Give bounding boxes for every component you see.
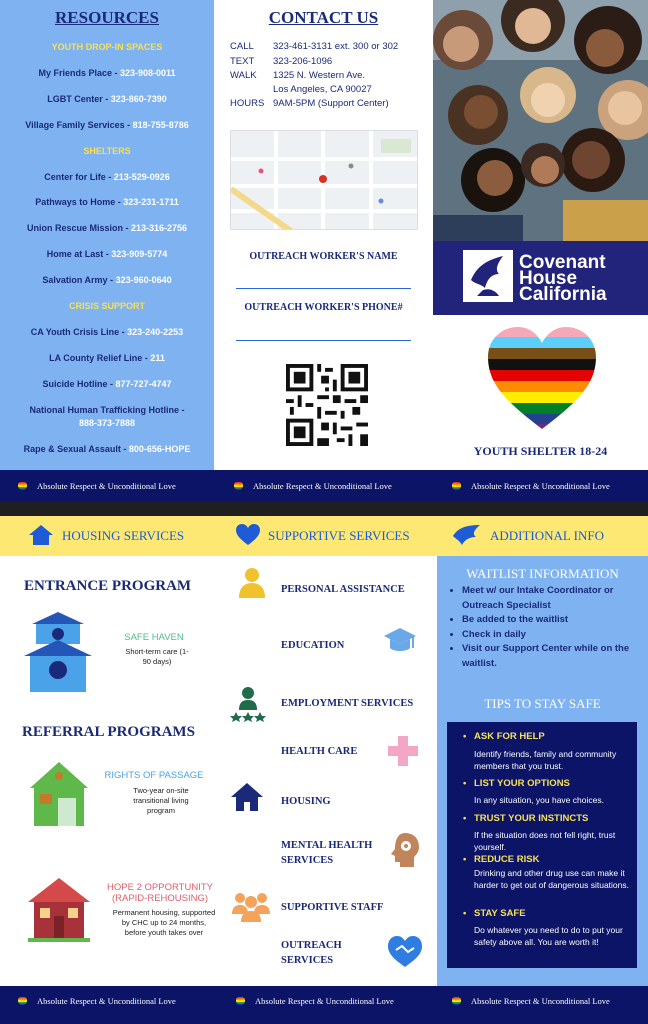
footer-bar-top [0, 470, 648, 502]
logo-line-1: Covenant [519, 252, 606, 273]
tip-desc: If the situation does not fell right, trust yourself. [474, 830, 616, 852]
footer-motto: Absolute Respect & Unconditional Love [18, 996, 176, 1006]
dove-icon [452, 524, 482, 546]
contact-hours: HOURS 9AM-5PM (Support Center) [230, 98, 389, 109]
supportive-services-header: SUPPORTIVE SERVICES [268, 528, 410, 543]
tips-title: TIPS TO STAY SAFE [484, 696, 601, 711]
heart-icon [18, 482, 27, 490]
heart-icon [452, 997, 461, 1005]
waitlist-title: WAITLIST INFORMATION [466, 566, 619, 581]
youth-group-photo [433, 0, 648, 241]
contact-panel [214, 0, 433, 470]
heart-icon [452, 482, 461, 490]
category-drop-in: YOUTH DROP-IN SPACES [51, 42, 163, 52]
heart-icon [236, 524, 260, 546]
waitlist-step: • Be added to the waitlist [462, 613, 642, 628]
tip-desc: Do whatever you need to do to put your safety above all. You are worth it! [474, 925, 623, 947]
footer-motto: Absolute Respect & Unconditional Love [18, 481, 176, 491]
resource-item: LA County Relief Line - 211 [49, 353, 165, 363]
resource-item: Salvation Army - 323-960-0640 [42, 275, 172, 285]
resource-item: Village Family Services - 818-755-8786 [25, 120, 189, 130]
footer-motto: Absolute Respect & Unconditional Love [234, 481, 392, 491]
resources-title: RESOURCES [55, 8, 159, 27]
house-icon [230, 782, 264, 812]
resource-item: CA Youth Crisis Line - 323-240-2253 [30, 327, 184, 337]
service-health-care: HEALTH CARE [281, 746, 358, 757]
location-map[interactable] [230, 130, 418, 230]
contact-text: TEXT 323-206-1096 [230, 56, 333, 67]
entrance-program-title: ENTRANCE PROGRAM [24, 578, 192, 594]
category-shelters: SHELTERS [83, 146, 131, 156]
qr-code[interactable] [286, 364, 368, 446]
outreach-phone-label: OUTREACH WORKER'S PHONE# [244, 302, 403, 313]
outreach-name-line[interactable] [236, 288, 411, 289]
house-icon [28, 524, 54, 546]
footer-motto: Absolute Respect & Unconditional Love [452, 996, 610, 1006]
youth-shelter-tagline: YOUTH SHELTER 18-24 [473, 444, 608, 458]
tip-desc: Identify friends, family and community members that you trust. [474, 749, 617, 771]
resource-item: My Friends Place - 323-908-0011 [38, 68, 176, 78]
covenant-house-logo [433, 241, 648, 315]
footer-bar-bottom [0, 986, 648, 1024]
referral-programs-title: REFERRAL PROGRAMS [22, 724, 195, 740]
contact-walk-line2: Los Angeles, CA 90027 [273, 84, 372, 95]
service-mental-health: MENTAL HEALTH SERVICES [281, 840, 373, 866]
heart-icon [234, 482, 243, 490]
tip-heading: • ASK FOR HELP [474, 731, 545, 742]
tip-heading: • TRUST YOUR INSTINCTS [474, 813, 588, 824]
resource-item: Center for Life - 213-529-0926 [44, 172, 170, 182]
resource-item: Union Rescue Mission - 213-316-2756 [26, 223, 188, 233]
heart-icon [236, 997, 245, 1005]
tip-desc: Drinking and other drug use can make it harder to get out of dangerous situations. [474, 868, 629, 890]
dove-logo-icon [463, 250, 513, 302]
hope-2-opportunity-desc: Permanent housing, supported by CHC up to 24 months, before youth takes over [112, 908, 216, 937]
resource-item: Rape & Sexual Assault - 800-656-HOPE [23, 444, 191, 454]
housing-services-header: HOUSING SERVICES [62, 528, 185, 543]
rights-of-passage-desc: Two-year on-site transitional living program [133, 786, 189, 815]
outreach-name-label: OUTREACH WORKER'S NAME [249, 251, 398, 262]
contact-walk: WALK 1325 N. Western Ave. [230, 70, 366, 81]
safe-haven-building-icon [22, 610, 94, 694]
safe-haven-desc: Short-term care (1-90 days) [125, 647, 189, 666]
footer-motto: Absolute Respect & Unconditional Love [452, 481, 610, 491]
pride-heart-icon [488, 325, 596, 433]
contact-title: CONTACT US [268, 8, 379, 27]
service-housing: HOUSING [281, 796, 331, 807]
resource-item: Suicide Hotline - 877-727-4747 [42, 379, 172, 389]
tip-heading: • STAY SAFE [474, 908, 526, 919]
service-supportive-staff: SUPPORTIVE STAFF [281, 902, 384, 913]
footer-motto: Absolute Respect & Unconditional Love [236, 996, 394, 1006]
mental-health-head-icon [390, 832, 420, 868]
resources-panel [0, 0, 214, 470]
outreach-phone-line[interactable] [236, 340, 411, 341]
safe-haven-title: SAFE HAVEN [124, 632, 184, 643]
tip-desc: In any situation, you have choices. [474, 795, 604, 805]
health-cross-icon [388, 736, 418, 766]
waitlist-step: • Check in daily [462, 628, 642, 643]
employment-team-icon [230, 686, 266, 722]
resource-item: Pathways to Home - 323-231-1711 [35, 197, 179, 207]
resource-item: Home at Last - 323-909-5774 [46, 249, 168, 259]
heart-icon [18, 997, 27, 1005]
rights-of-passage-title: RIGHTS OF PASSAGE [104, 770, 204, 781]
supportive-staff-group-icon [232, 890, 270, 922]
service-employment: EMPLOYMENT SERVICES [281, 698, 414, 709]
tip-heading: • REDUCE RISK [474, 854, 539, 865]
tip-heading: • LIST YOUR OPTIONS [474, 778, 570, 789]
handshake-heart-icon [388, 936, 422, 968]
additional-info-header: ADDITIONAL INFO [490, 528, 604, 543]
resource-item: LGBT Center - 323-860-7390 [47, 94, 167, 104]
waitlist-step: • Visit our Support Center while on the waitlist. [462, 642, 642, 671]
hope-2-opportunity-house-icon [26, 876, 92, 942]
category-crisis: CRISIS SUPPORT [68, 301, 145, 311]
fold-divider [0, 502, 648, 516]
service-education: EDUCATION [281, 640, 345, 651]
service-outreach: OUTREACH SERVICES [281, 940, 342, 966]
logo-line-3: California [519, 284, 607, 305]
person-icon [238, 567, 266, 599]
resource-item: National Human Trafficking Hotline - 888-373-7888 [29, 405, 185, 428]
contact-call: CALL 323-461-3131 ext. 300 or 302 [230, 41, 399, 52]
logo-line-2: House [519, 268, 578, 289]
waitlist-step: • Meet w/ our Intake Coordinator or Outreach Specialist [462, 584, 642, 613]
service-personal-assistance: PERSONAL ASSISTANCE [281, 584, 405, 595]
rights-of-passage-house-icon [28, 760, 90, 828]
graduation-cap-icon [382, 626, 418, 654]
hope-2-opportunity-title: HOPE 2 OPPORTUNITY (RAPID-REHOUSING) [107, 882, 213, 904]
waitlist-steps [462, 584, 642, 671]
